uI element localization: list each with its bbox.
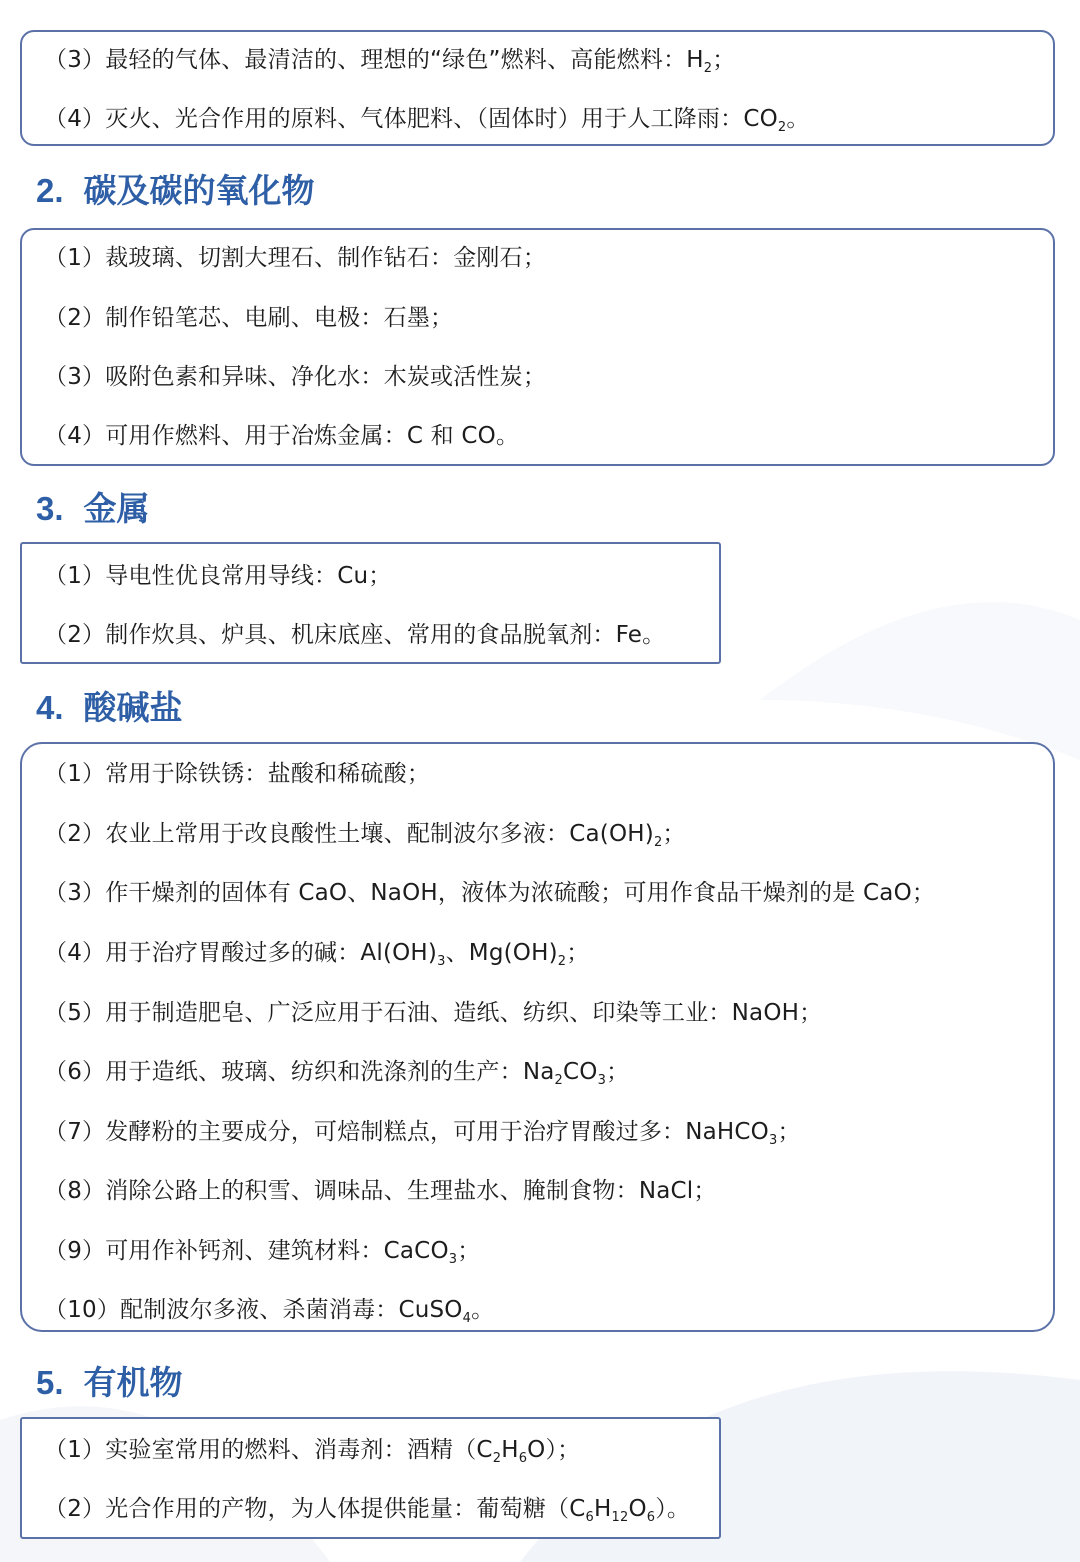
section-4-box [20,742,1055,1332]
text-run: （10）配制波尔多液、杀菌消毒：CuSO [44,1297,463,1323]
section-2-box [20,228,1055,466]
text-run: （1）导电性优良常用导线：Cu； [44,563,392,589]
text-run: O）； [527,1437,581,1463]
subscript: 2 [777,120,787,135]
subscript: 6 [646,1510,656,1525]
list-item [44,620,665,650]
list-item [44,819,686,849]
list-item [44,759,430,789]
section-heading [36,165,315,212]
section-heading [36,1357,183,1404]
section-number: 5. [36,1364,64,1401]
text-run: ； [457,1238,481,1264]
subscript: 12 [611,1510,629,1525]
text-run: O [628,1496,647,1522]
subscript: 3 [448,1252,458,1267]
text-run: （2）制作炊具、炉具、机床底座、常用的食品脱氧剂：Fe。 [44,622,666,648]
text-run: （1）裁玻璃、切割大理石、制作钻石：金刚石； [44,245,547,271]
list-item [44,1494,690,1524]
text-run: （6）用于造纸、玻璃、纺织和洗涤剂的生产：Na [44,1059,555,1085]
text-run: （4）灭火、光合作用的原料、气体肥料、（固体时）用于人工降雨：CO [44,106,778,132]
section-number: 2. [36,172,64,209]
section-number: 3. [36,490,64,527]
text-run: （1）常用于除铁锈：盐酸和稀硫酸； [44,761,431,787]
list-item [44,1435,580,1465]
text-run: （2）农业上常用于改良酸性土壤、配制波尔多液：Ca(OH) [44,821,654,847]
section-3-box [20,542,721,664]
section-heading [36,483,150,530]
subscript: 4 [462,1311,472,1326]
text-run: （7）发酵粉的主要成分，可焙制糕点，可用于治疗胃酸过多：NaHCO [44,1119,769,1145]
section-title: 酸碱盐 [83,688,183,727]
text-run: 。 [786,106,810,132]
section-5-box [20,1417,721,1539]
text-run: （3）最轻的气体、最清洁的、理想的“绿色”燃料、高能燃料：H [44,47,704,73]
list-item [44,421,519,451]
text-run: （4）可用作燃料、用于冶炼金属：C 和 CO。 [44,423,520,449]
text-run: CO [563,1059,598,1085]
text-run: （1）实验室常用的燃料、消毒剂：酒精（C [44,1437,493,1463]
section-title: 金属 [83,489,150,528]
list-item [44,243,546,273]
section-heading [36,682,183,729]
subscript: 2 [703,61,713,76]
text-run: ； [712,47,736,73]
list-item [44,1295,494,1325]
text-run: （2）光合作用的产物，为人体提供能量：葡萄糖（C [44,1496,586,1522]
text-run: （2）制作铅笔芯、电刷、电极：石墨； [44,305,454,331]
list-item [44,303,453,333]
section-title: 有机物 [83,1363,183,1402]
list-item [44,1057,629,1087]
list-item [44,1236,480,1266]
text-run: ； [662,821,686,847]
subscript: 6 [585,1510,594,1525]
list-item [44,998,822,1028]
subscript: 2 [554,1073,564,1088]
subscript: 3 [769,1133,778,1148]
list-item [44,104,810,134]
subscript: 3 [597,1073,607,1088]
text-run: ； [777,1119,801,1145]
text-run: ）。 [655,1496,691,1522]
list-item [44,878,935,908]
text-run: （9）可用作补钙剂、建筑材料：CaCO [44,1238,449,1264]
text-run: （8）消除公路上的积雪、调味品、生理盐水、腌制食物：NaCl； [44,1178,717,1204]
text-run: ； [566,940,590,966]
list-item [44,45,735,75]
text-run: 。 [471,1297,495,1323]
text-run: H [593,1496,612,1522]
text-run: ； [606,1059,630,1085]
list-item [44,362,546,392]
section-title: 碳及碳的氧化物 [83,171,315,210]
text-run: 、Mg(OH) [445,940,558,966]
subscript: 6 [518,1451,528,1466]
subscript: 2 [492,1451,502,1466]
list-item [44,1176,717,1206]
list-item [44,938,589,968]
text-run: （3）吸附色素和异味、净化水：木炭或活性炭； [44,364,547,390]
subscript: 3 [437,954,446,969]
section-1-box [20,30,1055,146]
subscript: 2 [557,954,567,969]
text-run: H [501,1437,519,1463]
section-number: 4. [36,689,64,726]
list-item [44,1117,801,1147]
subscript: 2 [653,835,663,850]
list-item [44,561,391,591]
text-run: （4）用于治疗胃酸过多的碱：Al(OH) [44,940,438,966]
text-run: （3）作干燥剂的固体有 CaO、NaOH，液体为浓硫酸；可用作食品干燥剂的是 CaO； [44,880,936,906]
text-run: （5）用于制造肥皂、广泛应用于石油、造纸、纺织、印染等工业：NaOH； [44,1000,823,1026]
